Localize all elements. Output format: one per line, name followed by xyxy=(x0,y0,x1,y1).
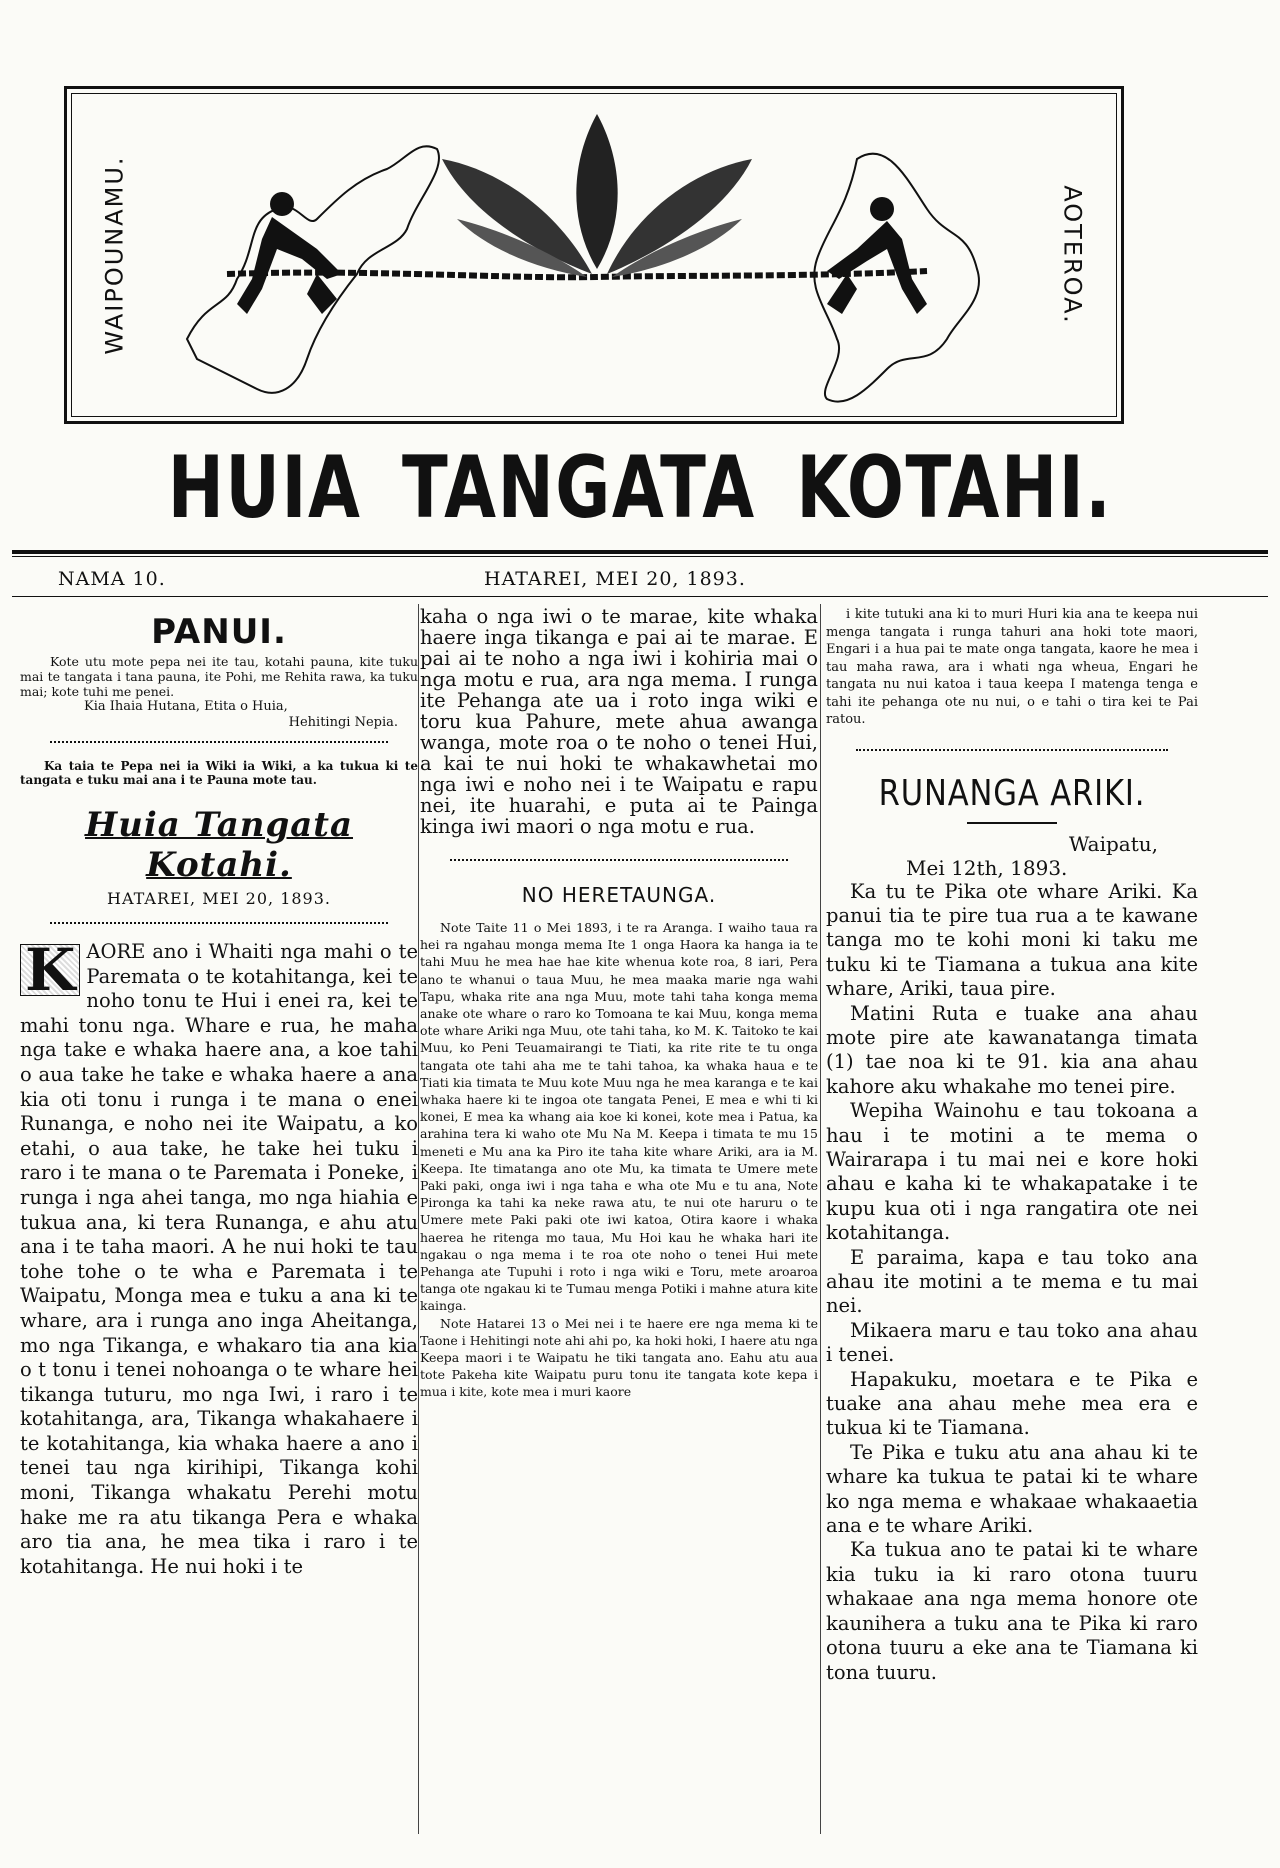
runanga-report xyxy=(826,880,1198,1685)
separator xyxy=(450,859,788,867)
runanga-ariki-heading: RUNANGA ARIKI. xyxy=(878,772,1146,814)
report-paragraph-6: Hapakuku, moetara e te Pika e tuake ana ahau mehe mea era e tukua ki te Tiamana. xyxy=(826,1367,1198,1440)
column-1 xyxy=(20,606,418,1579)
newspaper-title xyxy=(141,438,1139,538)
editorial-article xyxy=(20,936,418,1579)
report-date: Mei 12th, 1893. xyxy=(906,855,1068,880)
tug-rope xyxy=(227,271,927,277)
report-paragraph-7: Te Pika e tuku atu ana ahau ki te whare ka tukua te patai ki te whare ko nga mema e whakaae whakaaetia ana e te whare Ariki. xyxy=(826,1440,1198,1538)
column-divider-2 xyxy=(820,604,821,1834)
island-right-outline xyxy=(814,154,979,402)
panui-heading: PANUI. xyxy=(151,612,287,652)
feather-3 xyxy=(607,159,752,274)
issue-number: NAMA 10. xyxy=(58,568,166,590)
report-paragraph-2: Matini Ruta e tuake ana ahau mote pire ate kawanatanga timata (1) tae noa ki te 91. kia ana ahau kahore aku whakahe mo tenei pire. xyxy=(826,1001,1198,1098)
panui-signature-line-1: Kia Ihaia Hutana, Etita o Huia, xyxy=(84,699,288,714)
masthead-banner xyxy=(64,86,1124,424)
masthead-emblem-illustration xyxy=(167,99,1027,417)
feather-4 xyxy=(457,219,587,277)
editorial-text: AORE ano i Whaiti nga mahi o te Paremata o te kotahitanga, kei te noho tonu te Hui i enei ra, kei te mahi tonu nga. Whare e rua, he maha nga take e whaka haere ana, a koe tahi o aua take he take e whaka haere a ana kia oti tonu i runga i te mana o enei Runanga, e noho nei ite Waipatu, a ko etahi, o aua take, he take hei tuku i raro i te mana o te Paremata i Poneke, i runga i nga ahei tanga, mo nga hiahia e tukua ana, ki tera Runanga, e ahu atu ana i te taha maori. A he nui hoki te tau tohe tohe o te wha e Paremata i te Waipatu, Monga mea e tuku a ana ki te whare, ara i runga ano inga Aheitanga, mo nga Tikanga, e whakaro tia ana kia o t tonu i tenei nohoanga o te whare hei tikanga tuturu, mo nga Iwi, i raro i te kotahitanga, ara, Tikanga whakahaere i te kotahitanga, kia whaka haere a ano i tenei tau nga kirihipi, Tikanga kohi moni, Tikanga whakatu Perehi motu hake me ra atu tikanga Pera e whaka aro tia ana, he mea tika i raro i te kotahitanga. He nui hoki i te xyxy=(20,940,418,1578)
title-word-1: HUIA xyxy=(167,438,362,538)
paper-name-heading: Huia Tangata Kotahi. xyxy=(85,805,353,885)
separator xyxy=(50,741,388,749)
title-rule-thin xyxy=(12,556,1268,557)
separator xyxy=(50,922,388,930)
island-left-outline xyxy=(187,146,439,392)
panui-text: Kote utu mote pepa nei ite tau, kotahi pauna, kite tuku mai te tangata i tana pauna, ite Pohi, me Rehita rawa, ka tuku mai; kote tuhi me penei. xyxy=(20,654,418,699)
title-word-3: KOTAHI. xyxy=(796,438,1113,538)
report-paragraph-1: Ka tu te Pika ote whare Ariki. Ka panui tia te pire tua rua a te kawane tanga mo te kohi moni ki taku me tuku ki te Tiamana a tukua ana kite whare, Ariki, taua pire. xyxy=(826,879,1198,1001)
report-paragraph-5: Mikaera maru e tau toko ana ahau i tenei. xyxy=(826,1318,1198,1367)
heretaunga-news-paragraph-2: Note Hatarei 13 o Mei nei i te haere ere nga mema ki te Taone i Hehitingi note ahi ahi po, ka hoki hoki, I haere atu nga Keepa maori i te Waipatu he tiki tangata ano. Eahu atu aua tote Pakeha kite Waipatu puru tonu ite tangata kote kepa i mua i kite, kote mea i muri kaore xyxy=(420,1315,818,1400)
feather-1 xyxy=(576,114,617,269)
paper-date-line: HATAREI, MEI 20, 1893. xyxy=(106,889,331,908)
publication-notice: Ka taia te Pepa nei ia Wiki ia Wiki, a ka tukua ki te tangata e tuku mai ana i te Pauna mote tau. xyxy=(20,759,418,787)
heading-underline xyxy=(967,822,1057,824)
news-continuation: i kite tutuki ana ki to muri Huri kia ana te keepa nui menga tangata i runga tahuri ana hoki tote maori, Engari i a hua pai te mate onga tangata, kaore he mea i tau maha rawa, ara i whati nga wheua, Engari he tangata nu nui katoa i taua keepa I matenga tenga e tahi ite pehanga ote nu nui, o e tahi o tira kei te Pai ratou. xyxy=(826,607,1198,727)
feather-2 xyxy=(442,159,592,274)
column-2 xyxy=(420,606,818,1401)
editorial-continuation: kaha o nga iwi o te marae, kite whaka haere inga tikanga e pai ai te marae. E pai ai te noho a nga iwi i kohiria mai o nga motu e rua, ara nga mema. I runga ite Pehanga ate ua i roto inga wiki e toru kua Pahure, mete ahua awanga wanga, mote roa o te noho o tenei Hui, a kai te nui hoki te whakawhetai mo nga iwi e noho nei i te Waipatu e rapu nei, ite huarahi, e puta ai te Painga kinga iwi maori o nga motu e rua. xyxy=(420,605,818,838)
drop-cap: K xyxy=(20,944,80,996)
figure-right xyxy=(827,197,927,314)
report-paragraph-8: Ka tukua ano te patai ki te whare kia tuku ia ki raro otona tuuru whakaae ana nga mema honore ote kaunihera a tuku ana te Pika ki raro otona tuuru a eke ana te Tiamana ki tona tuuru. xyxy=(826,1538,1198,1684)
figure-left xyxy=(237,192,342,314)
masthead-left-label: WAIPOUNAMU. xyxy=(101,155,129,355)
column-divider-1 xyxy=(418,604,419,1834)
report-paragraph-4: E paraima, kapa e tau toko ana ahau ite motini a te mema e tu mai nei. xyxy=(826,1245,1198,1318)
masthead-right-label: AOTEROA. xyxy=(1059,185,1088,325)
feather-5 xyxy=(612,219,742,277)
report-paragraph-3: Wepiha Wainohu e tau tokoana a hau i te motini a te mema o Wairarapa i tu mai nei e kore hoki ahau e kaha ki te whakapatake i te kupu kua oti i nga rangatira ote nei kotahitanga. xyxy=(826,1099,1198,1245)
panui-signature-line-2: Hehitingi Nepia. xyxy=(288,715,398,730)
column-3 xyxy=(826,606,1198,1685)
title-rule-thick xyxy=(12,550,1268,554)
title-word-2: TANGATA xyxy=(402,438,756,538)
issue-date: HATAREI, MEI 20, 1893. xyxy=(484,568,746,590)
separator xyxy=(856,749,1168,757)
heretaunga-news-paragraph-1: Note Taite 11 o Mei 1893, i te ra Aranga. I waiho taua ra hei ra ngahau monga mema Ite 1 onga Haora ka hanga ia te tahi Muu he mea hae hae kite whenua kote roa, 8 iari, Pera ano te whanui o taua Muu, he mea maaka marie nga wahi Tapu, whaka rite ana nga Muu, mote tahi taha konga mema anake ote whare o raro ko Tomoana te kai Muu, konga mema ote whare Ariki nga Muu, ote tahi taha, ko M. K. Taitoko te kai Muu, ko Peni Teuamairangi te Tiati, ka rite rite te tu onga tangata ote tahi aha me te tahi tahoa, ka whaka haua e te Tiati kia timata te Muu kote Muu nga he mea karanga e te kai whaka haere ki te ingoa ote tangata Penei, E mea e whi ti ki konei, E mea ka whang aia koe ki konei, kote mea i Patua, ka arahina tera ki waho ote Mu Na M. Keepa i timata te mu 15 meneti e Mu ana ka Piro ite taha kite whare Ariki, ara ia M. Keepa. Ite timatanga ano ote Mu, ka timata te Umere mete Paki paki, onga iwi i nga taha e wha ote Mu e tu ana, Note Pironga ka tahi ka neke rawa atu, te nui ote haruru o te Umere mete Paki paki ote iwi katoa, Otira kaore i whaka haerea he ritenga mo taua, Mu Hoi kau he whaka hari ite ngakau o nga mema i te roa ote noho o tenei Hui mete Pehanga ate Tupuhi i roto i nga wiki e Toru, mete aroaroa tanga ote ngakau ki te Tumau menga Potiki i mahne atura kite kainga. xyxy=(420,920,818,1314)
heretaunga-heading: NO HERETAUNGA. xyxy=(521,883,717,907)
report-place: Waipatu, xyxy=(1068,831,1158,856)
dateline-rule xyxy=(12,596,1268,597)
